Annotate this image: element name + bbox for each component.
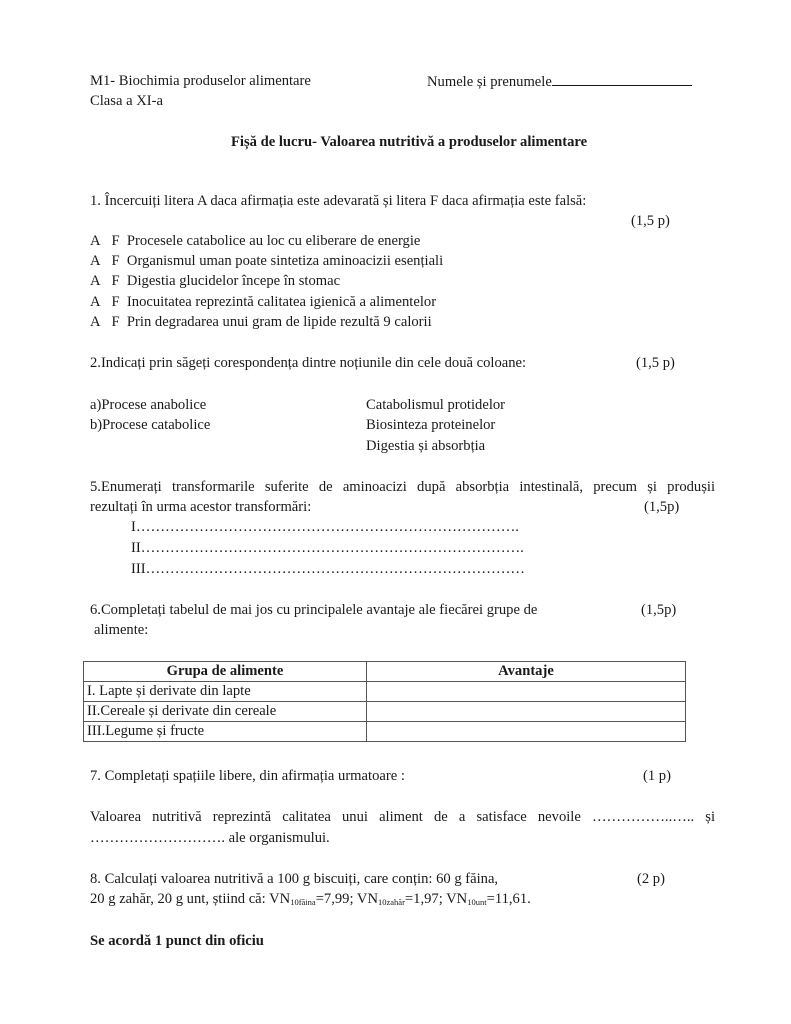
option-a[interactable]: A — [90, 253, 101, 269]
statement: Digestia glucidelor începe în stomac — [126, 273, 341, 289]
q5-answer-line[interactable]: II……………………………………………………………………. — [131, 540, 524, 556]
name-label: Numele și prenumele — [427, 74, 552, 90]
q5-prompt-line2: rezultați în urma acestor transformări: — [90, 499, 312, 515]
advantages-cell[interactable] — [367, 702, 686, 722]
option-a[interactable]: A — [90, 294, 101, 310]
q5-points: (1,5p) — [644, 499, 680, 515]
class-label: Clasa a XI-a — [90, 93, 163, 109]
footer-note: Se acordă 1 punct din oficiu — [90, 933, 264, 949]
q8-prompt-line2: 20 g zahăr, 20 g unt, știind că: $VN_{10făina}=7,99$; $VN_{10zahăr}=1,97$; $VN_{10unt}=11,61$. — [90, 891, 531, 907]
q2-left-item: b)Procese catabolice — [90, 417, 211, 433]
food-group-cell: III.Legume și fructe — [84, 722, 367, 742]
food-group-cell: II.Cereale și derivate din cereale — [84, 702, 367, 722]
option-a[interactable]: A — [90, 314, 101, 330]
q7-statement-line1[interactable]: Valoarea nutritivă reprezintă calitatea unui aliment de a satisface nevoile ……………..….. și — [90, 809, 715, 825]
q2-prompt: 2.Indicați prin săgeți corespondența dintre noțiunile din cele două coloane: — [90, 355, 527, 371]
q1-item — [90, 232, 420, 250]
table-row — [84, 722, 686, 742]
q2-right-item: Catabolismul protidelor — [366, 397, 506, 413]
food-groups-table — [83, 661, 686, 742]
table-row — [84, 702, 686, 722]
statement: Procesele catabolice au loc cu eliberare de energie — [126, 233, 421, 249]
option-f[interactable]: F — [111, 314, 120, 330]
worksheet-title: Fișă de lucru- Valoarea nutritivă a produselor alimentare — [231, 134, 588, 150]
q7-points: (1 p) — [643, 768, 671, 784]
advantages-cell[interactable] — [367, 682, 686, 702]
advantages-cell[interactable] — [367, 722, 686, 742]
q1-prompt: 1. Încercuiți litera A daca afirmația este adevarată și litera F daca afirmația este falsă: — [90, 193, 587, 209]
q2-right-item: Digestia și absorbția — [366, 438, 486, 454]
q2-points: (1,5 p) — [636, 355, 675, 371]
q6-prompt-line2: alimente: — [94, 622, 149, 638]
statement: Inocuitatea reprezintă calitatea igienică a alimentelor — [126, 294, 437, 310]
q7-statement-line2[interactable]: ………………………. ale organismului. — [90, 830, 330, 846]
q5-answer-line[interactable]: I……………………………………………………………………. — [131, 519, 519, 535]
student-name-field[interactable] — [427, 72, 692, 91]
option-a[interactable]: A — [90, 233, 101, 249]
q2-left-item: a)Procese anabolice — [90, 397, 207, 413]
q1-item — [90, 252, 443, 270]
module-title: M1- Biochimia produselor alimentare — [90, 73, 311, 89]
option-f[interactable]: F — [111, 294, 120, 310]
option-f[interactable]: F — [111, 253, 120, 269]
header-food-group: Grupa de alimente — [84, 662, 367, 682]
option-f[interactable]: F — [111, 273, 120, 289]
q2-right-item: Biosinteza proteinelor — [366, 417, 496, 433]
q1-item — [90, 313, 432, 331]
q8-prompt-line1: 8. Calculați valoarea nutritivă a 100 g biscuiți, care conțin: 60 g făina, — [90, 871, 499, 887]
q5-answer-line[interactable]: III…………………………………………………………………… — [131, 561, 526, 577]
q5-prompt-line1: 5.Enumerați transformarile suferite de aminoacizi după absorbția intestinală, precum și produșii — [90, 479, 715, 495]
statement: Organismul uman poate sintetiza aminoacizii esențiali — [126, 253, 444, 269]
table-header-row — [84, 662, 686, 682]
q6-points: (1,5p) — [641, 602, 677, 618]
header-advantages: Avantaje — [367, 662, 686, 682]
q8-points: (2 p) — [637, 871, 665, 887]
food-group-cell: I. Lapte și derivate din lapte — [84, 682, 367, 702]
table-row — [84, 682, 686, 702]
name-blank-line[interactable] — [552, 72, 692, 86]
q1-item — [90, 272, 340, 290]
statement: Prin degradarea unui gram de lipide rezultă 9 calorii — [126, 314, 432, 330]
q1-points: (1,5 p) — [631, 213, 670, 229]
q6-prompt-line1: 6.Completați tabelul de mai jos cu principalele avantaje ale fiecărei grupe de — [90, 602, 538, 618]
q7-prompt: 7. Completați spațiile libere, din afirmația urmatoare : — [90, 768, 405, 784]
option-a[interactable]: A — [90, 273, 101, 289]
q1-item — [90, 293, 436, 311]
option-f[interactable]: F — [111, 233, 120, 249]
